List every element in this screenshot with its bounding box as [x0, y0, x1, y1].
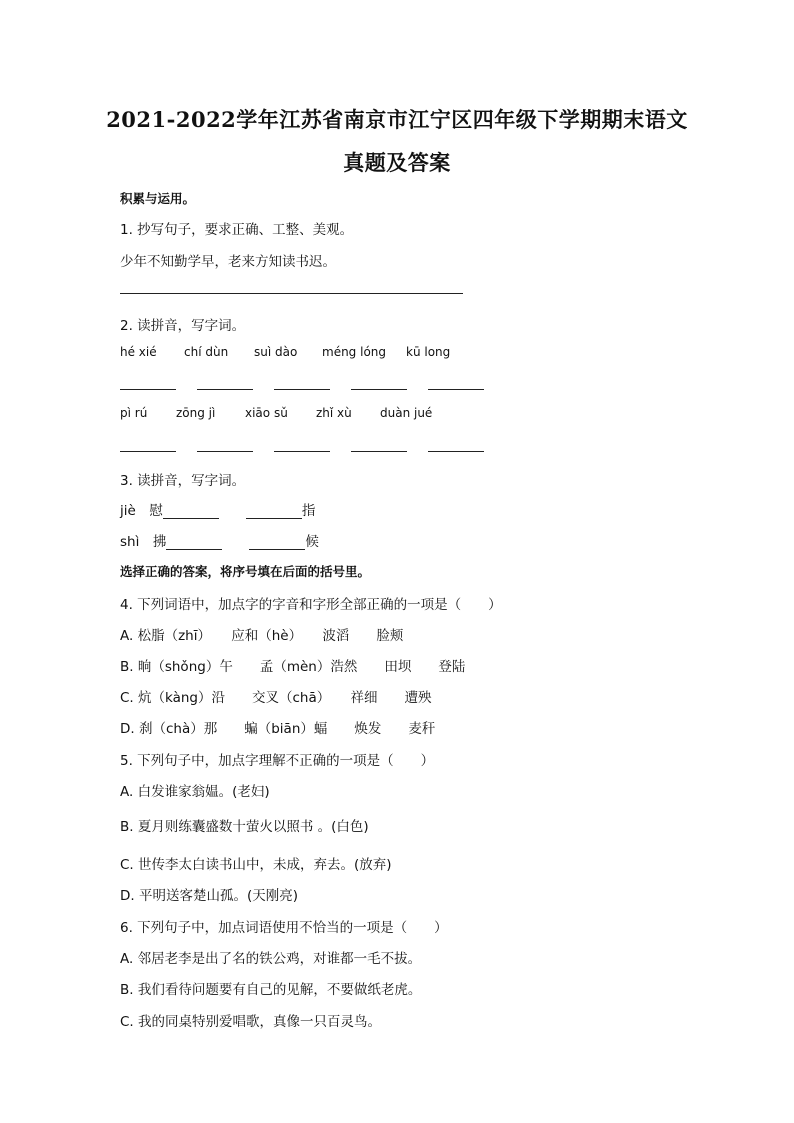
q3-row-2-char-b: 候	[305, 534, 319, 550]
q3-row-2-pinyin: shì	[120, 534, 140, 550]
question-1-stem: 1. 抄写句子，要求正确、工整、美观。	[120, 222, 354, 238]
pinyin-9: zhǐ xù	[316, 406, 352, 420]
document-title-line2: 真题及答案	[343, 150, 451, 175]
q3-row-2-char-a: 拂	[152, 534, 167, 550]
question-2-stem: 2. 读拼音，写字词。	[120, 318, 246, 334]
copy-answer-line[interactable]	[120, 293, 463, 294]
answer-blank[interactable]	[351, 451, 407, 452]
answer-blank[interactable]	[274, 389, 330, 390]
answer-blank[interactable]	[246, 504, 302, 519]
question-5-option-d: D. 平明送客楚山孤。(天刚亮)	[120, 888, 299, 904]
pinyin-8: xiāo sǔ	[245, 406, 288, 420]
answer-blank[interactable]	[428, 389, 484, 390]
question-4-option-b: B. 晌（shǒng）午 孟（mèn）浩然 田坝 登陆	[120, 659, 466, 675]
question-1-sentence: 少年不知勤学早，老来方知读书迟。	[120, 254, 336, 270]
question-3-stem: 3. 读拼音，写字词。	[120, 473, 246, 489]
answer-blank[interactable]	[428, 451, 484, 452]
answer-blank[interactable]	[249, 535, 305, 550]
answer-blank[interactable]	[197, 451, 253, 452]
question-4-stem: 4. 下列词语中，加点字的字音和字形全部正确的一项是（ ）	[120, 597, 502, 613]
pinyin-3: suì dào	[254, 345, 298, 359]
question-5-option-c: C. 世传李太白读书山中，未成，弃去。(放弃)	[120, 857, 392, 873]
pinyin-5: kū long	[406, 345, 451, 359]
question-6-stem: 6. 下列句子中，加点词语使用不恰当的一项是（ ）	[120, 920, 448, 936]
answer-blank[interactable]	[351, 389, 407, 390]
question-6-option-c: C. 我的同桌特别爱唱歌，真像一只百灵鸟。	[120, 1014, 382, 1030]
question-6-option-a: A. 邻居老李是出了名的铁公鸡，对谁都一毛不拔。	[120, 951, 422, 967]
answer-blank[interactable]	[197, 389, 253, 390]
question-4-option-c: C. 炕（kàng）沿 交叉（chā） 祥细 遭殃	[120, 690, 432, 706]
question-4-option-a: A. 松脂（zhī） 应和（hè） 波滔 脸颊	[120, 628, 404, 644]
pinyin-7: zōng jì	[176, 406, 216, 420]
q3-row-1-char-a: 慰	[149, 503, 163, 519]
section-heading-choice: 选择正确的答案，将序号填在后面的括号里。	[120, 564, 371, 579]
q3-row-1	[120, 499, 315, 519]
pinyin-2: chí dùn	[184, 345, 229, 359]
answer-blank[interactable]	[120, 389, 176, 390]
q3-row-2	[120, 530, 319, 550]
question-5-stem: 5. 下列句子中，加点字理解不正确的一项是（ ）	[120, 753, 435, 769]
pinyin-10: duàn jué	[380, 406, 433, 420]
question-5-option-b: B. 夏月则练囊盛数十萤火以照书 。(白色)	[120, 819, 369, 835]
q3-row-1-char-b: 指	[301, 503, 316, 519]
answer-blank[interactable]	[163, 504, 219, 519]
answer-blank[interactable]	[120, 451, 176, 452]
pinyin-6: pì rú	[120, 406, 148, 420]
pinyin-4: méng lóng	[322, 345, 387, 359]
question-6-option-b: B. 我们看待问题要有自己的见解，不要做纸老虎。	[120, 982, 422, 998]
section-heading-accumulation: 积累与运用。	[120, 191, 196, 206]
document-title-line1: 2021-2022学年江苏省南京市江宁区四年级下学期期末语文	[106, 107, 688, 132]
question-4-option-d: D. 刹（chà）那 蝙（biān）蝠 焕发 麦秆	[120, 721, 436, 737]
question-5-option-a: A. 白发谁家翁媪。(老妇)	[120, 784, 270, 800]
q3-row-1-pinyin: jiè	[120, 503, 136, 519]
answer-blank[interactable]	[274, 451, 330, 452]
answer-blank[interactable]	[166, 535, 222, 550]
pinyin-1: hé xié	[120, 345, 157, 359]
